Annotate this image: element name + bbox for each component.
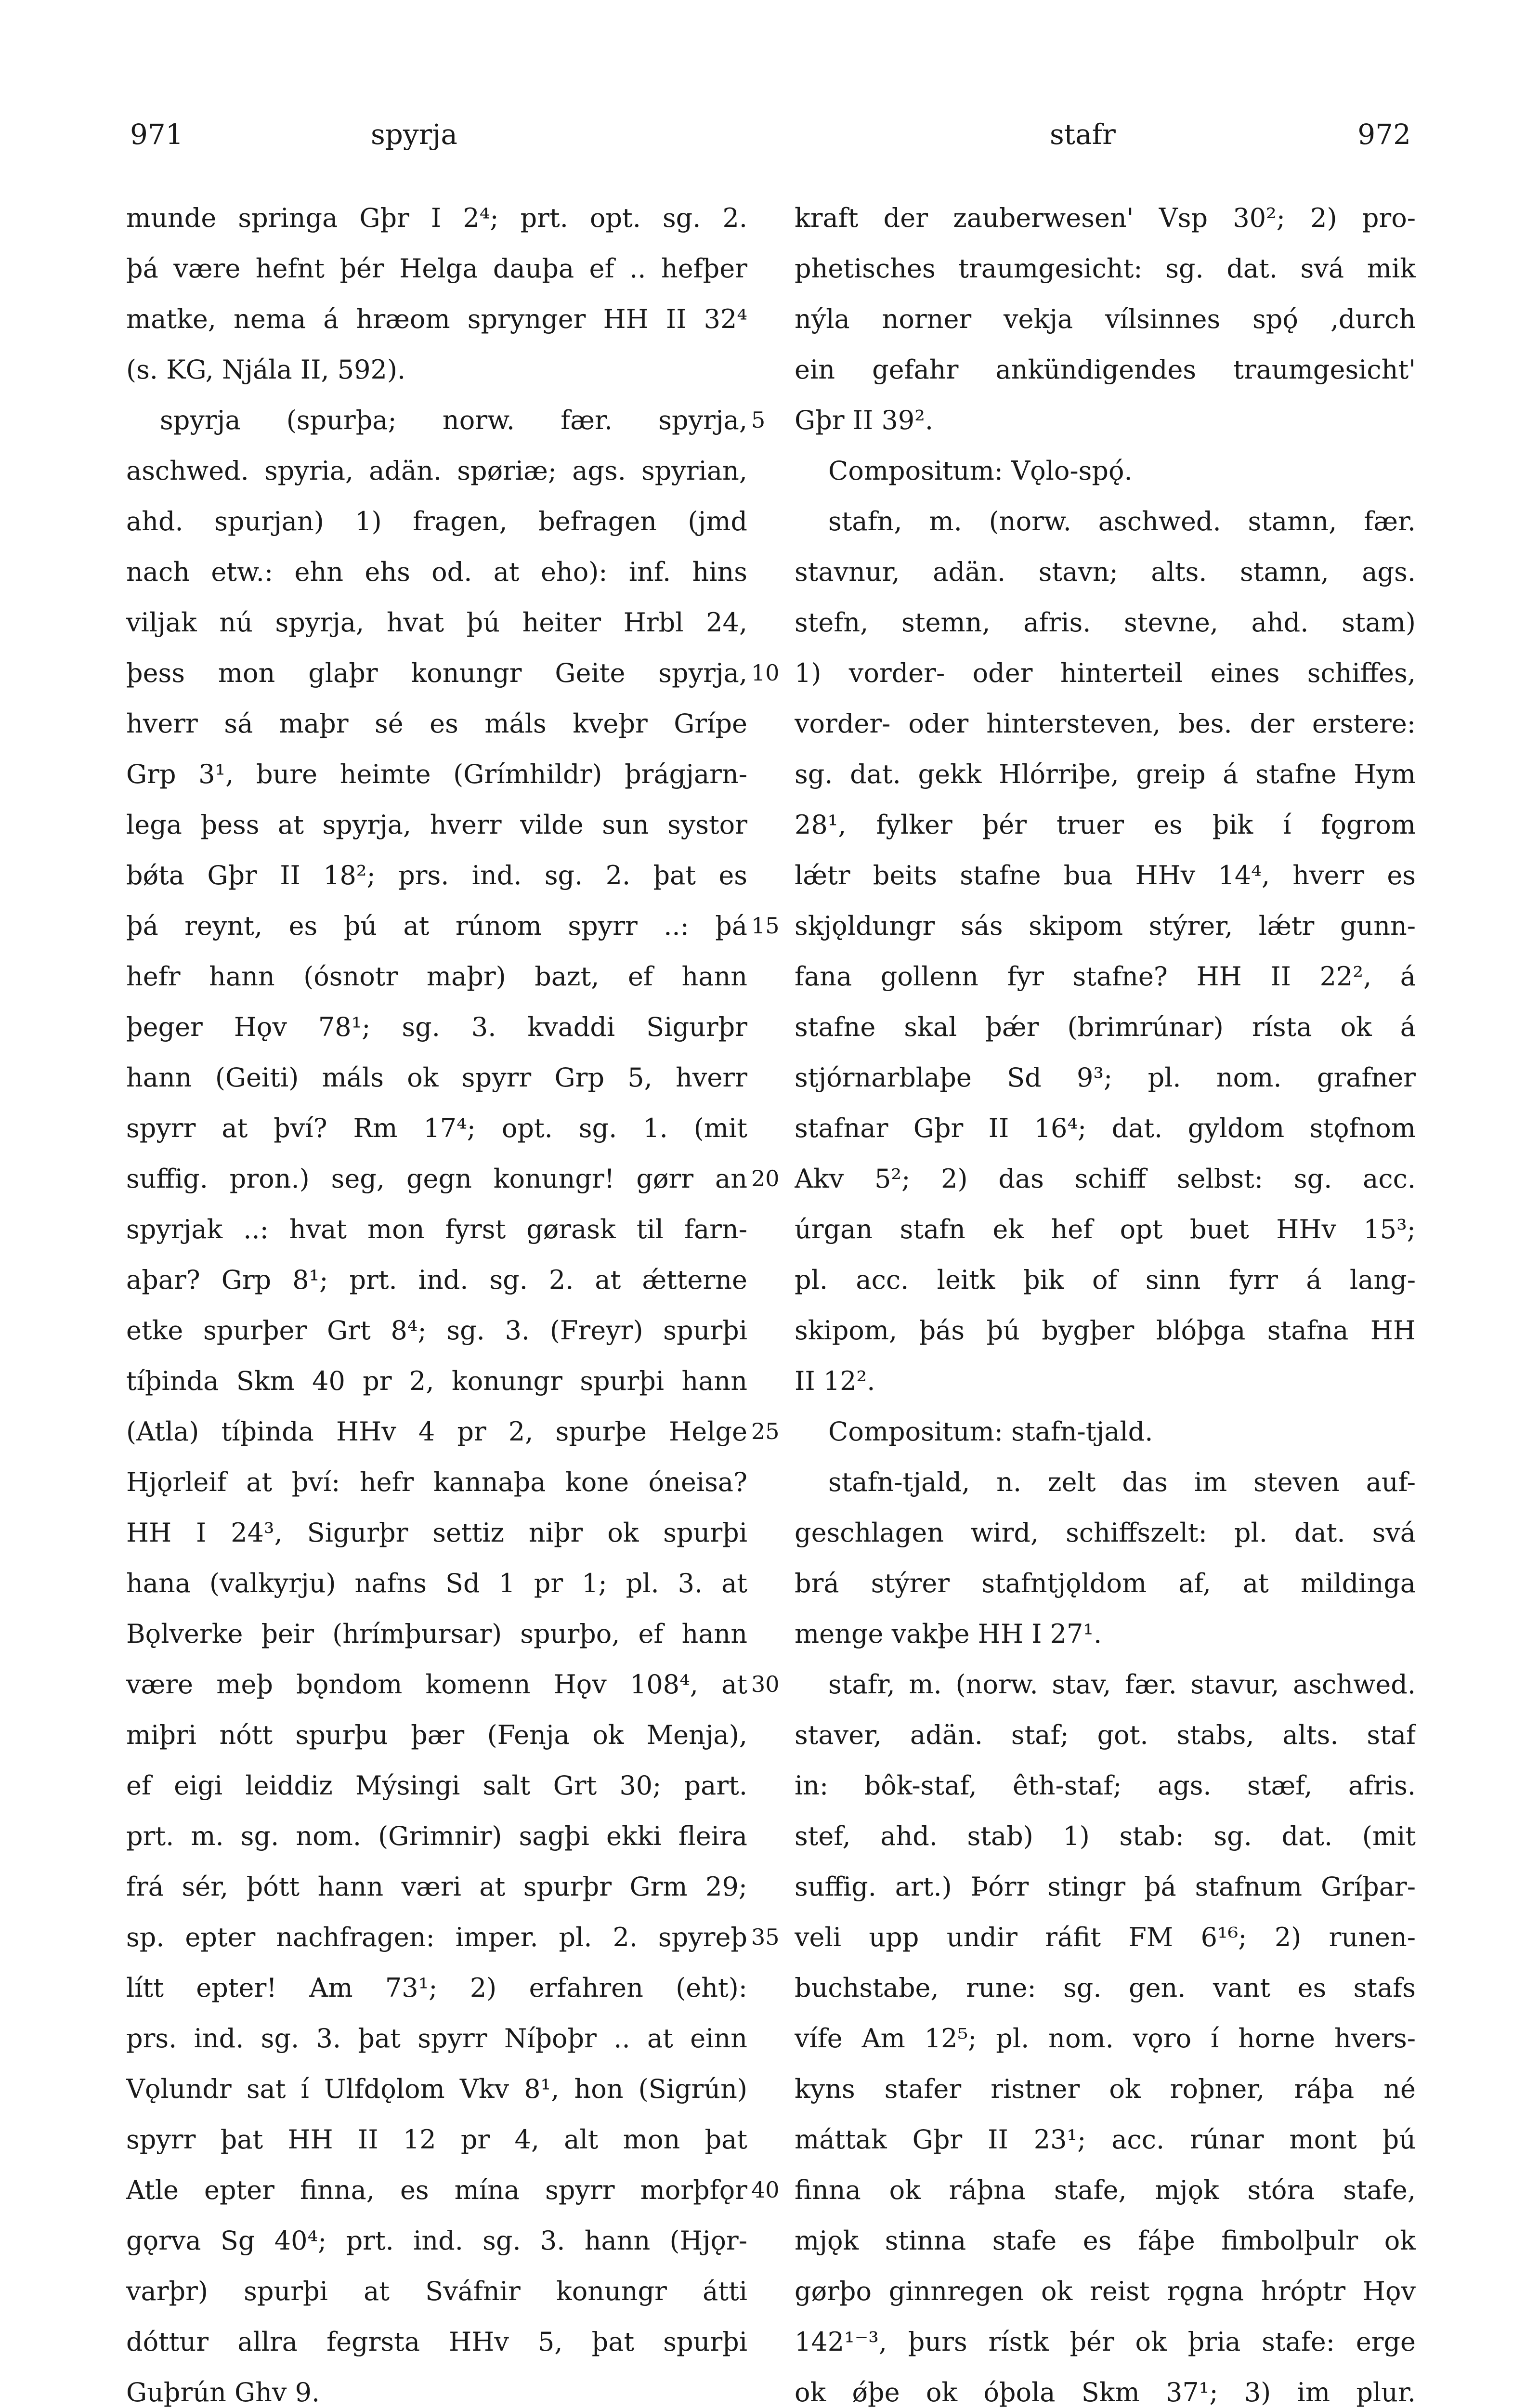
text-line: stjórnarblaþe Sd 9³; pl. nom. grafner [795, 1062, 1416, 1093]
text-line: pl. acc. leitk þik of sinn fyrr á lang- [795, 1265, 1416, 1295]
text-line: phetisches traumgesicht: sg. dat. svá mik [795, 253, 1416, 284]
text-line: nach etw.: ehn ehs od. at eho): inf. hins [126, 557, 747, 587]
text-line: fana gollenn fyr stafne? HH II 22², á [795, 961, 1416, 992]
text-line: 142¹⁻³, þurs rístk þér ok þria stafe: erge [795, 2327, 1416, 2357]
text-line: lítt epter! Am 73¹; 2) erfahren (eht): [126, 1973, 747, 2003]
text-line: ef eigi leiddiz Mýsingi salt Grt 30; part. [126, 1770, 747, 1801]
text-line: hefr hann (ósnotr maþr) bazt, ef hann [126, 961, 747, 992]
text-line: II 12². [795, 1366, 875, 1396]
text-line: hann (Geiti) máls ok spyrr Grp 5, hverr [126, 1062, 747, 1093]
text-line: spyrjak ..: hvat mon fyrst gørask til farn- [126, 1214, 747, 1244]
page-header [130, 118, 1411, 157]
text-line: aþar? Grp 8¹; prt. ind. sg. 2. at ǽtterne [126, 1265, 747, 1295]
text-line: tíþinda Skm 40 pr 2, konungr spurþi hann [126, 1366, 747, 1396]
text-line: ein gefahr ankündigendes traumgesicht' [795, 354, 1416, 385]
text-line: þeger Hǫv 78¹; sg. 3. kvaddi Sigurþr [126, 1012, 747, 1042]
text-line: Akv 5²; 2) das schiff selbst: sg. acc. [795, 1164, 1416, 1194]
text-line: in: bôk-staf, êth-staf; ags. stæf, afris. [795, 1770, 1416, 1801]
text-line: þá være hefnt þér Helga dauþa ef .. hefþer [126, 253, 747, 284]
line-number: 30 [751, 1671, 780, 1697]
text-line: Gþr II 39². [795, 405, 934, 435]
text-line: hana (valkyrju) nafns Sd 1 pr 1; pl. 3. at [126, 1568, 747, 1598]
text-line: spyrr at því? Rm 17⁴; opt. sg. 1. (mit [126, 1113, 747, 1143]
text-line: matke, nema á hræom sprynger HH II 32⁴ [126, 304, 747, 334]
text-line: dóttur allra fegrsta HHv 5, þat spurþi [126, 2327, 747, 2357]
text-line: stafnar Gþr II 16⁴; dat. gyldom stǫfnom [795, 1113, 1416, 1143]
text-line: stafne skal þǽr (brimrúnar) rísta ok á [795, 1012, 1416, 1042]
text-line: vorder- oder hintersteven, bes. der erstere: [795, 708, 1416, 739]
text-line: stafr, m. (norw. stav, fær. stavur, aschwed. [828, 1669, 1416, 1700]
text-line: varþr) spurþi at Sváfnir konungr átti [126, 2276, 747, 2306]
text-line: finna ok ráþna stafe, mjǫk stóra stafe, [795, 2175, 1416, 2205]
line-number: 15 [751, 913, 780, 939]
text-line: Vǫlundr sat í Ulfdǫlom Vkv 8¹, hon (Sigrún) [126, 2074, 747, 2104]
text-line: geschlagen wird, schiffszelt: pl. dat. svá [795, 1518, 1416, 1548]
text-line: Atle epter finna, es mína spyrr morþfǫr [126, 2175, 747, 2205]
text-line: Hjǫrleif at því: hefr kannaþa kone óneisa? [126, 1467, 747, 1497]
text-line: stafn-tjald, n. zelt das im steven auf- [828, 1467, 1416, 1497]
text-line: vífe Am 12⁵; pl. nom. vǫro í horne hvers- [795, 2023, 1416, 2054]
running-head-left: spyrja [371, 118, 457, 151]
text-line: veli upp undir ráfit FM 6¹⁶; 2) runen- [795, 1922, 1416, 1952]
running-head-right: stafr [1050, 118, 1116, 151]
line-number: 5 [751, 407, 766, 433]
text-line: menge vakþe HH I 27¹. [795, 1619, 1102, 1649]
right-column [795, 193, 1416, 2408]
line-number: 25 [751, 1418, 780, 1444]
text-line: sp. epter nachfragen: imper. pl. 2. spyreþ [126, 1922, 747, 1952]
text-line: spyrr þat HH II 12 pr 4, alt mon þat [126, 2124, 747, 2155]
text-line: prs. ind. sg. 3. þat spyrr Níþoþr .. at einn [126, 2023, 747, 2054]
page-number-right: 972 [1357, 118, 1411, 151]
text-line: etke spurþer Grt 8⁴; sg. 3. (Freyr) spurþi [126, 1315, 747, 1346]
line-number: 10 [751, 660, 780, 686]
text-line: prt. m. sg. nom. (Grimnir) sagþi ekki fleira [126, 1821, 747, 1851]
text-line: mjǫk stinna stafe es fáþe fimbolþulr ok [795, 2225, 1416, 2256]
text-line: Guþrún Ghv 9. [126, 2377, 320, 2408]
text-line: være meþ bǫndom komenn Hǫv 108⁴, at [126, 1669, 747, 1700]
text-line: bǿta Gþr II 18²; prs. ind. sg. 2. þat es [126, 860, 747, 890]
text-line: hverr sá maþr sé es máls kveþr Grípe [126, 708, 747, 739]
text-line: Compositum: Vǫlo-spǫ́. [828, 456, 1133, 486]
text-line: (Atla) tíþinda HHv 4 pr 2, spurþe Helge [126, 1416, 747, 1447]
text-line: lǽtr beits stafne bua HHv 14⁴, hverr es [795, 860, 1416, 890]
text-line: ahd. spurjan) 1) fragen, befragen (jmd [126, 506, 747, 537]
text-line: kyns stafer ristner ok roþner, ráþa né [795, 2074, 1416, 2104]
text-line: þá reynt, es þú at rúnom spyrr ..: þá [126, 911, 747, 941]
text-line: Grp 3¹, bure heimte (Grímhildr) þrágjarn- [126, 759, 747, 789]
text-line: máttak Gþr II 23¹; acc. rúnar mont þú [795, 2124, 1416, 2155]
text-line: viljak nú spyrja, hvat þú heiter Hrbl 24, [126, 607, 747, 638]
text-line: stafn, m. (norw. aschwed. stamn, fær. [828, 506, 1416, 537]
text-line: gørþo ginnregen ok reist rǫgna hróptr Hǫv [795, 2276, 1416, 2306]
text-line: sg. dat. gekk Hlórriþe, greip á stafne Hym [795, 759, 1416, 789]
text-line: miþri nótt spurþu þær (Fenja ok Menja), [126, 1720, 747, 1750]
left-column [126, 193, 747, 2408]
line-number: 20 [751, 1165, 780, 1191]
text-line: úrgan stafn ek hef opt buet HHv 15³; [795, 1214, 1416, 1244]
text-line: aschwed. spyria, adän. spøriæ; ags. spyrian, [126, 456, 747, 486]
line-number: 40 [751, 2177, 780, 2203]
text-line: staver, adän. staf; got. stabs, alts. staf [795, 1720, 1416, 1750]
text-line: Compositum: stafn-tjald. [828, 1416, 1153, 1447]
text-line: skipom, þás þú bygþer blóþga stafna HH [795, 1315, 1416, 1346]
text-line: stavnur, adän. stavn; alts. stamn, ags. [795, 557, 1416, 587]
text-line: 1) vorder- oder hinterteil eines schiffes, [795, 658, 1416, 688]
text-line: HH I 24³, Sigurþr settiz niþr ok spurþi [126, 1518, 747, 1548]
text-line: buchstabe, rune: sg. gen. vant es stafs [795, 1973, 1416, 2003]
text-line: nýla norner vekja vílsinnes spǫ́ ‚durch [795, 304, 1416, 334]
text-line: stefn, stemn, afris. stevne, ahd. stam) [795, 607, 1416, 638]
text-line: þess mon glaþr konungr Geite spyrja, [126, 658, 747, 688]
text-line: 28¹, fylker þér truer es þik í fǫgrom [795, 810, 1416, 840]
text-line: ok ǿþe ok óþola Skm 37¹; 3) im plur. [795, 2377, 1416, 2408]
text-line: Bǫlverke þeir (hrímþursar) spurþo, ef hann [126, 1619, 747, 1649]
line-number: 35 [751, 1924, 780, 1950]
text-line: stef, ahd. stab) 1) stab: sg. dat. (mit [795, 1821, 1416, 1851]
text-line: (s. KG, Njála II, 592). [126, 354, 406, 385]
text-line: brá stýrer stafntjǫldom af, at mildinga [795, 1568, 1416, 1598]
text-line: spyrja (spurþa; norw. fær. spyrja, [160, 405, 747, 435]
text-line: frá sér, þótt hann væri at spurþr Grm 29; [126, 1871, 747, 1902]
text-line: kraft der zauberwesen' Vsp 30²; 2) pro- [795, 203, 1416, 233]
text-line: gǫrva Sg 40⁴; prt. ind. sg. 3. hann (Hjǫr- [126, 2225, 747, 2256]
page-number-left: 971 [130, 118, 183, 151]
text-line: suffig. art.) Þórr stingr þá stafnum Gríþar- [795, 1871, 1416, 1902]
text-line: skjǫldungr sás skipom stýrer, lǽtr gunn- [795, 911, 1416, 941]
text-line: suffig. pron.) seg, gegn konungr! gørr an [126, 1164, 747, 1194]
text-line: munde springa Gþr I 2⁴; prt. opt. sg. 2. [126, 203, 747, 233]
text-line: lega þess at spyrja, hverr vilde sun systor [126, 810, 747, 840]
